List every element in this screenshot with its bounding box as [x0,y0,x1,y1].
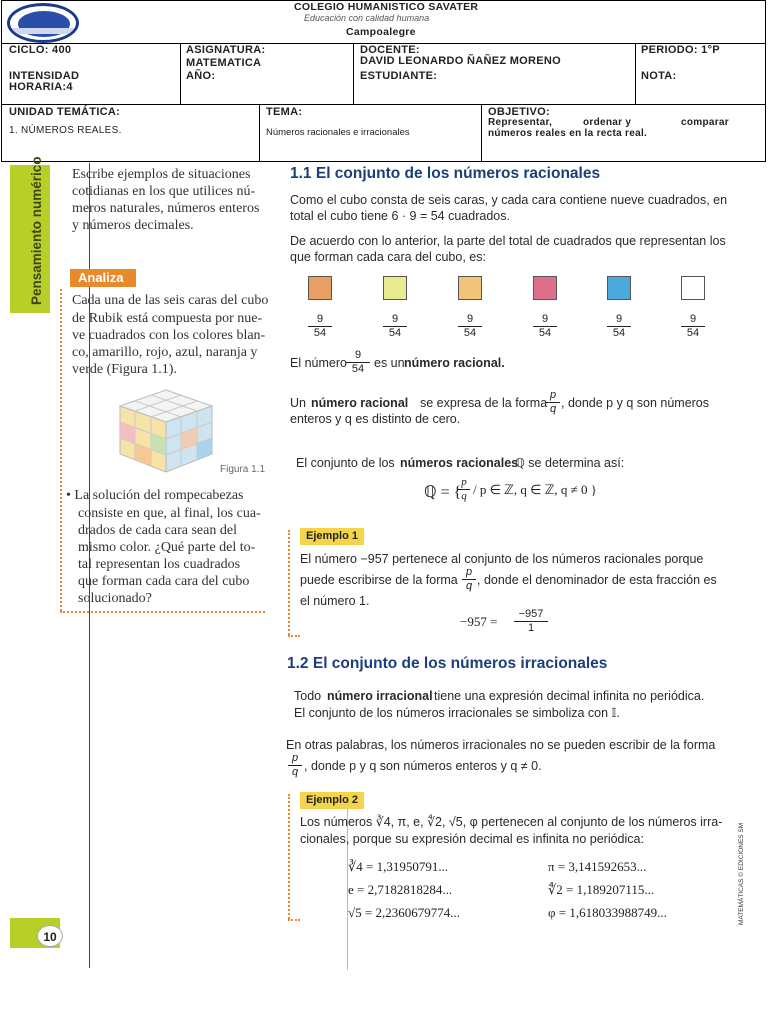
question-line-3: drados de cada cara sean del [78,523,237,538]
color-square [681,276,705,300]
es-un-text: es un [374,356,405,370]
s2-donde: , donde p y q son números enteros y q ≠ 0. [304,759,542,773]
page-number-tab [10,918,60,948]
square-fraction-num: 9 [533,313,557,327]
analiza-border [60,289,62,611]
ej1-fraction-q: q [465,580,473,592]
ejemplo-2-border [288,794,290,919]
intro-line-2: cotidianas en los que utilices nú- [72,184,256,199]
square-fraction-den: 54 [612,327,626,339]
analiza-line-5: verde (Figura 1.1). [72,362,177,377]
header-table [1,0,766,162]
s2-tiene: tiene una expresión decimal infinita no periódica. [434,689,705,703]
ej1-line3: el número 1. [300,594,370,608]
school-city: Campoalegre [346,26,416,38]
set-formula-q: q [461,490,467,502]
estudiante-label: ESTUDIANTE: [360,70,438,82]
unidad-label: UNIDAD TEMÁTICA: [9,106,121,118]
question-line-4: mismo color. ¿Qué parte del to- [78,540,256,555]
rubik-cube-figure [118,388,214,474]
question-line-2: consiste en que, al final, los cua- [78,506,261,521]
def-numero-racional: número racional [311,396,409,410]
s1-p1-line2: total el cubo tiene 6 · 9 = 54 cuadrados. [290,209,510,223]
objetivo-l1a: Representar, [488,117,553,128]
set-formula-frac [458,476,470,503]
horaria-label: HORARIA:4 [9,81,73,93]
fraction-9-54 [346,349,370,376]
color-square [458,276,482,300]
ej1-fraction-pq [462,566,476,593]
set-formula-left: ℚ = { [424,484,462,501]
section-tab [10,156,50,313]
s2-otras-palabras: En otras palabras, los números irracionales no se pueden escribir de la forma [286,738,716,752]
ejemplo-1-border [288,530,290,635]
def-fraction-pq [546,389,560,416]
ej1-line1: El número −957 pertenece al conjunto de los números racionales porque [300,552,704,566]
square-fraction [383,313,407,340]
set-text-a: El conjunto de los [296,456,395,470]
set-formula-p: p [458,476,470,490]
ej1-eq-den: 1 [527,622,535,634]
page-number: 10 [37,925,63,947]
ejemplo-1-border-bottom [288,635,300,637]
analiza-border-bottom [60,611,265,613]
square-fraction-den: 54 [388,327,402,339]
square-fraction-den: 54 [538,327,552,339]
s2-fraction-pq [288,752,302,779]
analiza-line-1: Cada una de las seis caras del cubo [72,293,269,308]
def-enteros: enteros y q es distinto de cero. [290,412,461,426]
tema-label: TEMA: [266,106,303,118]
school-name: COLEGIO HUMANISTICO SAVATER [294,1,479,13]
s2-numero-irracional: número irracional [327,689,433,703]
ej1-eq-num: −957 [514,608,548,622]
ejemplo-1-badge: Ejemplo 1 [300,528,364,545]
value-pi: π = 3,141592653... [548,859,647,874]
def-donde: , donde p y q son números [561,396,710,410]
square-fraction-num: 9 [383,313,407,327]
section-1-title: 1.1 El conjunto de los números racionales [290,165,601,182]
section-2-title: 1.2 El conjunto de los números irracionales [287,655,608,672]
objetivo-l1c: comparar [681,117,729,128]
s1-p1-line1: Como el cubo consta de seis caras, y cada cara contiene nueve cuadrados, en [290,193,728,207]
square-fraction-den: 54 [313,327,327,339]
analiza-line-3: ve cuadrados con los colores blan- [72,328,266,343]
objetivo-label: OBJETIVO: [488,106,550,118]
s2-todo: Todo [294,689,322,703]
figure-caption: Figura 1.1 [220,464,266,475]
question-line-1: • La solución del rompecabezas [66,488,244,503]
question-line-5: tal representan los cuadrados [78,557,241,572]
docente-name: DAVID LEONARDO ÑAÑEZ MORENO [360,55,562,67]
section-tab-label: Pensamiento numérico [29,156,44,305]
square-fraction [458,313,482,340]
intro-line-3: meros naturales, números enteros [72,201,260,216]
fraction-numerator: 9 [346,349,370,363]
square-fraction [607,313,631,340]
square-fraction [681,313,705,340]
s1-p2-line1: De acuerdo con lo anterior, la parte del total de cuadrados que representan los [290,234,726,248]
color-square [308,276,332,300]
def-un: Un [290,396,306,410]
objetivo-l2: números reales en la recta real. [488,128,648,139]
anio-label: AÑO: [186,70,216,82]
square-fraction-den: 54 [686,327,700,339]
school-logo [7,3,79,43]
set-text-b: números racionales [400,456,519,470]
publisher-mark: MATEMÁTICAS © EDICIONES SM [738,822,745,925]
color-square [607,276,631,300]
school-motto: Educación con calidad humana [304,13,430,23]
analiza-line-2: de Rubik está compuesta por nue- [72,311,263,326]
unidad-value: 1. NÚMEROS REALES. [9,125,122,136]
docente-label: DOCENTE: [360,44,420,56]
ejemplo-2-badge: Ejemplo 2 [300,792,364,809]
s2-fraction-q: q [291,766,299,778]
s1-p2-line2: que forman cada cara del cubo, es: [290,250,486,264]
ejemplo-2-border-bottom [288,919,300,921]
intro-line-1: Escribe ejemplos de situaciones [72,167,251,182]
intensidad-label: INTENSIDAD [9,70,80,82]
square-fraction [533,313,557,340]
value-cbrt4: ∛4 = 1,31950791... [348,859,449,874]
intro-line-4: y números decimales. [72,218,194,233]
s2-conjunto: El conjunto de los números irracionales se simboliza con 𝕀. [294,706,620,720]
asignatura-label: ASIGNATURA: [186,44,266,56]
ej2-line2: cionales, porque su expresión decimal es infinita no periódica: [300,832,644,846]
ej1-fraction-p: p [462,566,476,580]
ej1-eq-fraction [514,608,548,635]
square-fraction-num: 9 [458,313,482,327]
ciclo-label: CICLO: 400 [9,44,72,56]
square-fraction-den: 54 [463,327,477,339]
periodo-label: PERIODO: 1°P [641,44,720,56]
question-line-7: solucionado? [78,591,152,606]
numero-racional-bold: número racional. [404,356,505,370]
value-4rt2: ∜2 = 1,189207115... [548,882,655,897]
ej1-line2a: puede escribirse de la forma [300,573,458,587]
set-formula-right: / p ∈ ℤ, q ∈ ℤ, q ≠ 0 } [473,482,597,497]
def-fraction-q: q [549,403,557,415]
square-fraction-num: 9 [308,313,332,327]
set-text-c: ℚ se determina así: [515,456,625,470]
def-fraction-p: p [546,389,560,403]
objetivo-l1b: ordenar y [583,117,632,128]
square-fraction-num: 9 [681,313,705,327]
analiza-line-4: co, amarillo, rojo, azul, naranja y [72,345,258,360]
value-phi: φ = 1,618033988749... [548,905,667,920]
value-sqrt5: √5 = 2,2360679774... [348,905,460,920]
el-numero-text: El número [290,356,347,370]
materia-value: MATEMATICA [186,57,262,69]
analiza-badge: Analiza [70,269,136,287]
ej2-line1: Los números ∛4, π, e, ∜2, √5, φ pertenecen al conjunto de los números irra- [300,815,723,829]
question-line-6: que forman cada cara del cubo [78,574,250,589]
square-fraction-num: 9 [607,313,631,327]
fraction-denominator: 54 [351,363,365,375]
ej1-eq-left: −957 = [460,614,498,629]
color-square [383,276,407,300]
value-e: e = 2,7182818284... [348,882,453,897]
color-square [533,276,557,300]
square-fraction [308,313,332,340]
tema-value: Números racionales e irracionales [266,127,410,138]
def-se-expresa: se expresa de la forma [420,396,548,410]
ej1-line2b: , donde el denominador de esta fracción es [477,573,717,587]
s2-fraction-p: p [288,752,302,766]
nota-label: NOTA: [641,70,677,82]
